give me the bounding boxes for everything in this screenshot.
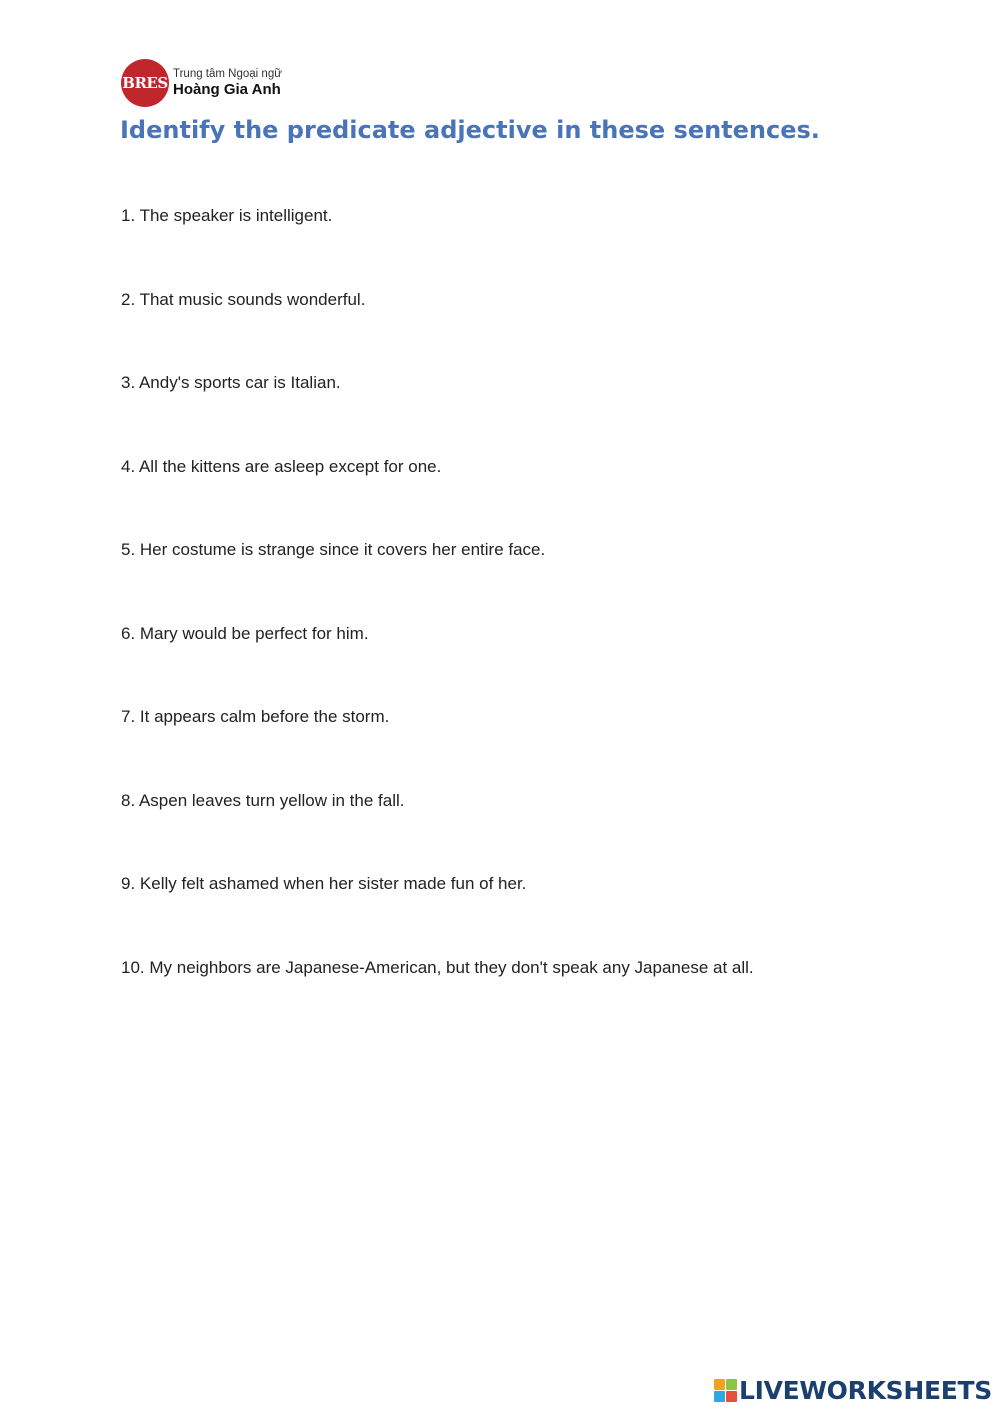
logo-name: Hoàng Gia Anh xyxy=(173,80,281,98)
question-item-9: 9. Kelly felt ashamed when her sister made fun of her. xyxy=(121,874,527,893)
logo-text xyxy=(173,68,282,98)
block-red xyxy=(726,1391,737,1402)
question-list xyxy=(121,206,754,1041)
liveworksheets-brand: LIVEWORKSHEETS xyxy=(738,1376,992,1405)
logo xyxy=(121,59,282,107)
question-item-2: 2. That music sounds wonderful. xyxy=(121,289,366,309)
logo-badge: BRES xyxy=(121,59,169,107)
liveworksheets-logo xyxy=(714,1376,992,1405)
question-item-3: 3. Andy's sports car is Italian. xyxy=(121,373,341,392)
question-item-5: 5. Her costume is strange since it covers her entire face. xyxy=(121,540,546,559)
question-item-6: 6. Mary would be perfect for him. xyxy=(121,623,369,643)
question-item-7: 7. It appears calm before the storm. xyxy=(121,707,390,726)
block-blue xyxy=(714,1391,725,1402)
question-item-1: 1. The speaker is intelligent. xyxy=(121,206,333,225)
question-item-8: 8. Aspen leaves turn yellow in the fall. xyxy=(121,790,405,810)
question-item-10: 10. My neighbors are Japanese-American, but they don't speak any Japanese at all. xyxy=(121,957,754,977)
page-title: Identify the predicate adjective in these sentences. xyxy=(120,116,820,144)
question-item-4: 4. All the kittens are asleep except for one. xyxy=(121,456,442,476)
block-orange xyxy=(714,1379,725,1390)
block-green xyxy=(726,1379,737,1390)
liveworksheets-blocks-icon xyxy=(714,1379,737,1402)
logo-subtitle: Trung tâm Ngoại ngữ xyxy=(173,67,282,80)
